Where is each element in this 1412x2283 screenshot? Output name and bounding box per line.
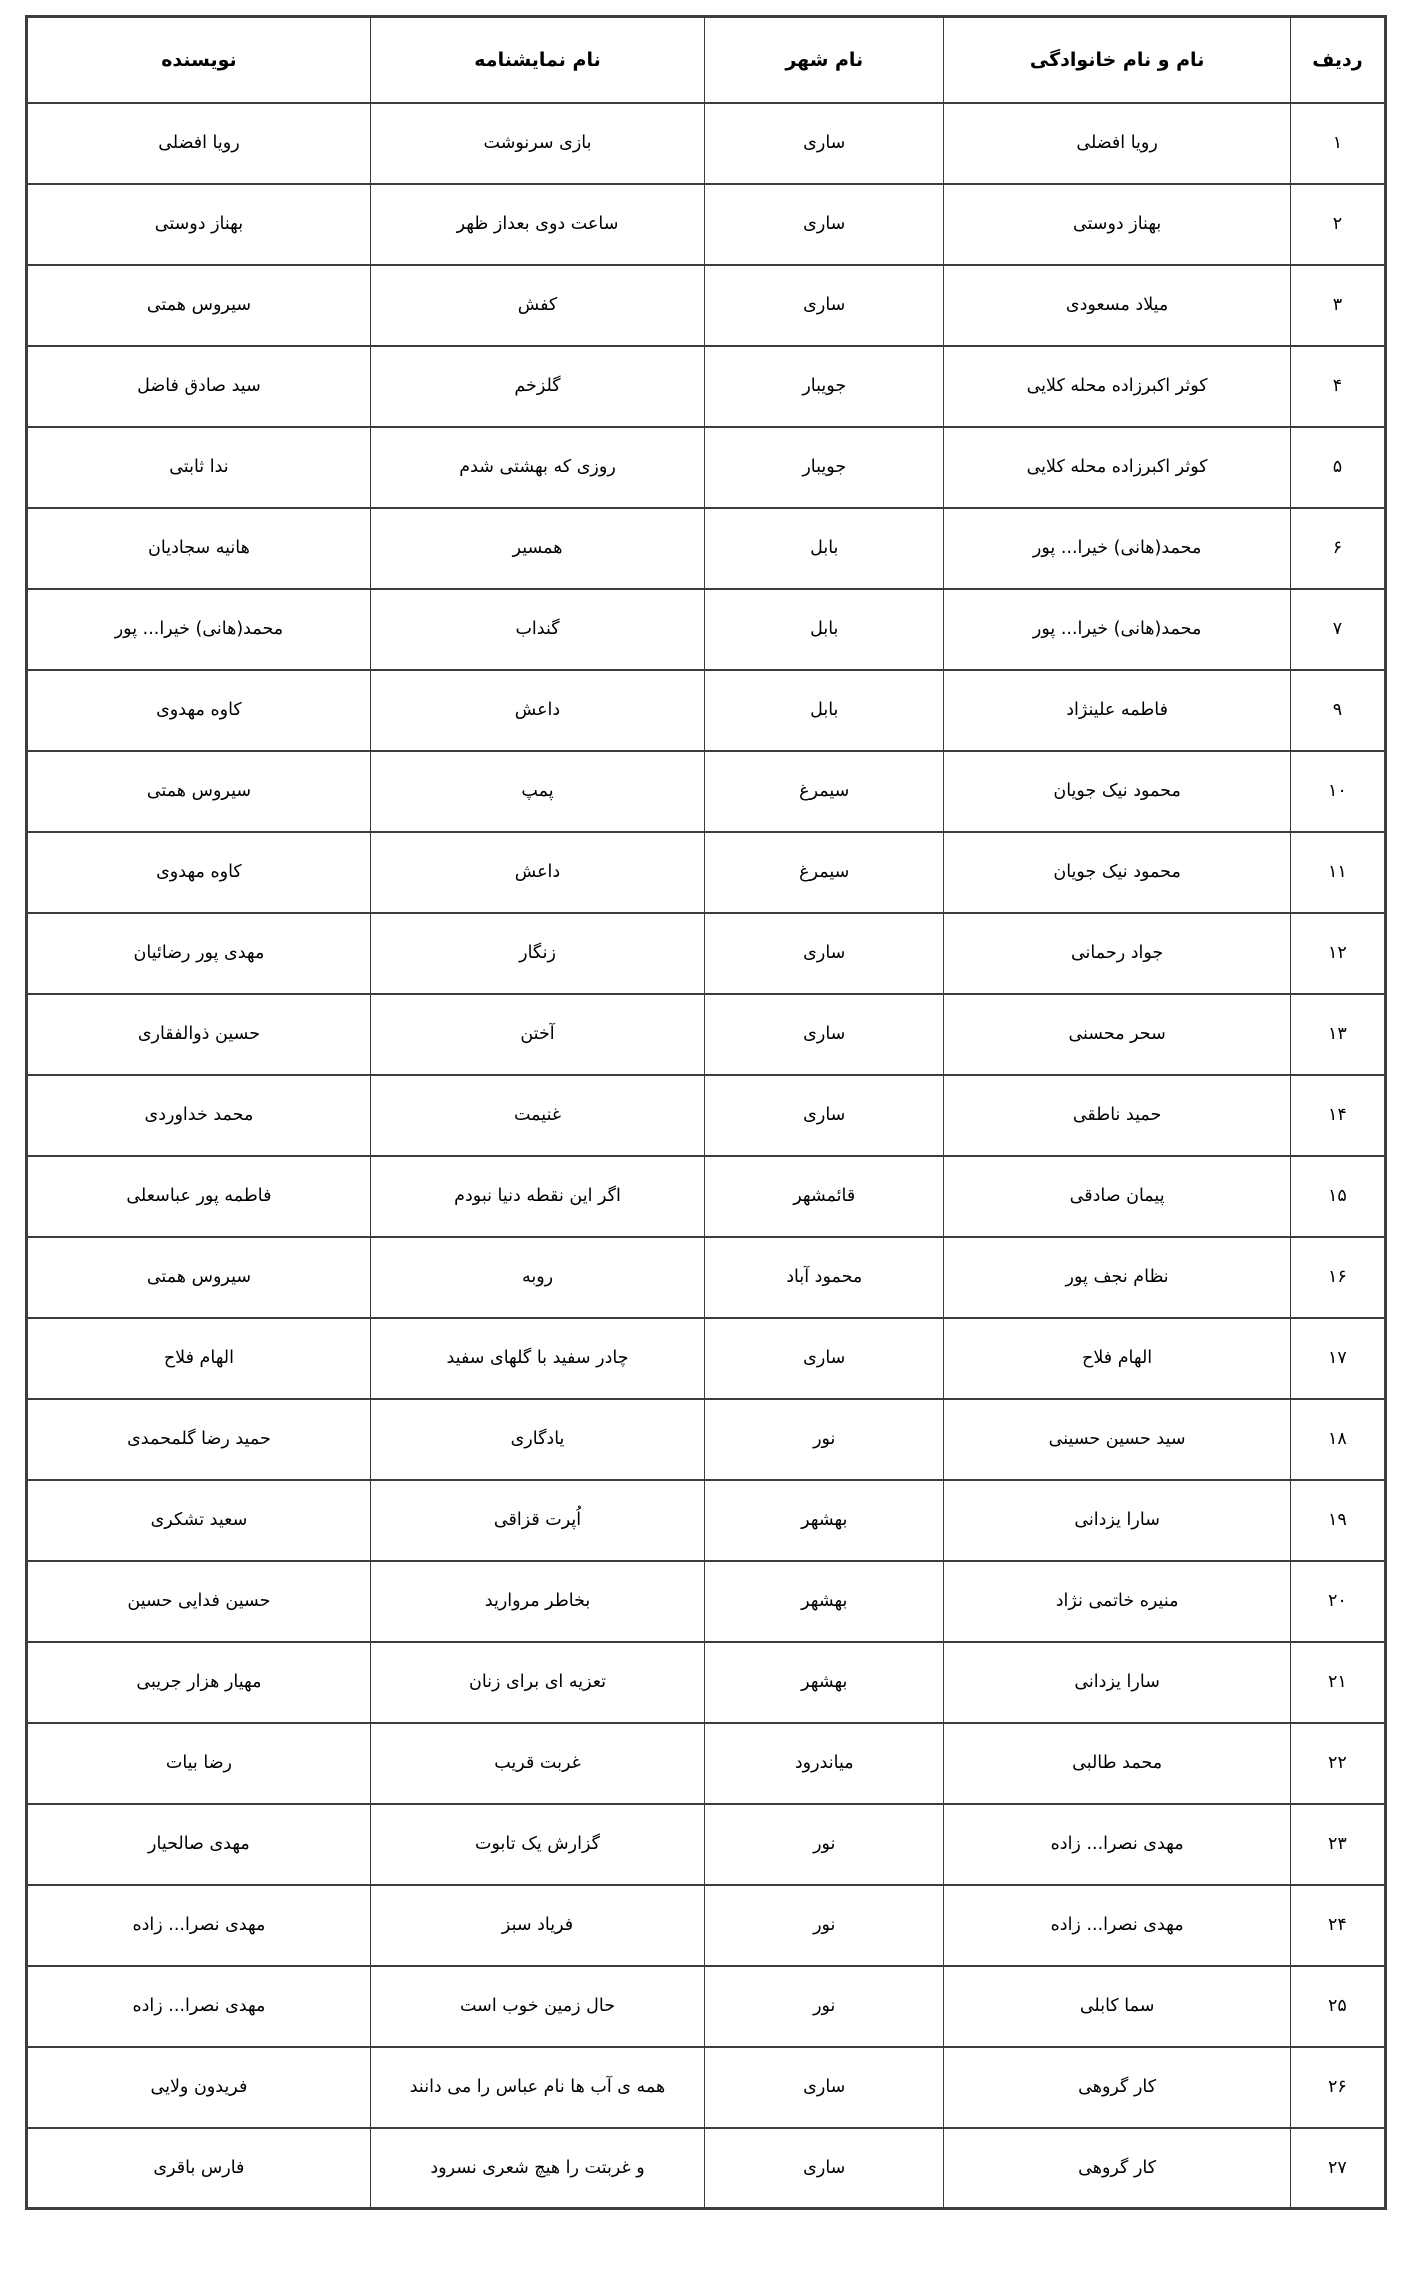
cell-full-name: سارا یزدانی <box>944 1480 1291 1561</box>
table-row <box>27 832 1386 913</box>
column-header-full-name: نام و نام خانوادگی <box>944 17 1291 103</box>
cell-writer: سعید تشکری <box>27 1480 371 1561</box>
cell-city: ساری <box>705 265 944 346</box>
cell-writer: رویا افضلی <box>27 103 371 184</box>
cell-full-name: نظام نجف پور <box>944 1237 1291 1318</box>
cell-play-title: یادگاری <box>370 1399 704 1480</box>
cell-city: میاندرود <box>705 1723 944 1804</box>
cell-row-number: ۲۲ <box>1290 1723 1385 1804</box>
cell-writer: بهناز دوستی <box>27 184 371 265</box>
cell-play-title: غنیمت <box>370 1075 704 1156</box>
cell-play-title: تعزیه ای برای زنان <box>370 1642 704 1723</box>
table-row <box>27 346 1386 427</box>
table-row <box>27 1237 1386 1318</box>
table-row <box>27 994 1386 1075</box>
cell-full-name: کوثر اکبرزاده محله کلایی <box>944 346 1291 427</box>
cell-full-name: فاطمه علینژاد <box>944 670 1291 751</box>
cell-play-title: روزی که بهشتی شدم <box>370 427 704 508</box>
cell-row-number: ۹ <box>1290 670 1385 751</box>
cell-row-number: ۲۶ <box>1290 2047 1385 2128</box>
table-row <box>27 913 1386 994</box>
cell-city: ساری <box>705 184 944 265</box>
cell-city: ساری <box>705 1318 944 1399</box>
cell-writer: فارس باقری <box>27 2128 371 2209</box>
cell-full-name: منیره خاتمی نژاد <box>944 1561 1291 1642</box>
cell-play-title: بازی سرنوشت <box>370 103 704 184</box>
cell-play-title: همسیر <box>370 508 704 589</box>
column-header-row-number: ردیف <box>1290 17 1385 103</box>
table-row <box>27 1156 1386 1237</box>
cell-play-title: و غربتت را هیچ شعری نسرود <box>370 2128 704 2209</box>
cell-row-number: ۱۴ <box>1290 1075 1385 1156</box>
cell-row-number: ۵ <box>1290 427 1385 508</box>
cell-row-number: ۱۳ <box>1290 994 1385 1075</box>
cell-full-name: کوثر اکبرزاده محله کلایی <box>944 427 1291 508</box>
cell-play-title: همه ی آب ها نام عباس را می دانند <box>370 2047 704 2128</box>
cell-city: سیمرغ <box>705 751 944 832</box>
table-row <box>27 1885 1386 1966</box>
cell-row-number: ۷ <box>1290 589 1385 670</box>
cell-row-number: ۲۱ <box>1290 1642 1385 1723</box>
cell-row-number: ۲۳ <box>1290 1804 1385 1885</box>
cell-writer: سید صادق فاضل <box>27 346 371 427</box>
cell-writer: مهدی نصرا... زاده <box>27 1966 371 2047</box>
cell-play-title: پمپ <box>370 751 704 832</box>
cell-city: نور <box>705 1804 944 1885</box>
cell-full-name: سید حسین حسینی <box>944 1399 1291 1480</box>
cell-writer: فاطمه پور عباسعلی <box>27 1156 371 1237</box>
cell-row-number: ۲ <box>1290 184 1385 265</box>
cell-full-name: محمود نیک جویان <box>944 751 1291 832</box>
cell-writer: مهدی نصرا... زاده <box>27 1885 371 1966</box>
column-header-city: نام شهر <box>705 17 944 103</box>
cell-full-name: سما کابلی <box>944 1966 1291 2047</box>
cell-row-number: ۲۴ <box>1290 1885 1385 1966</box>
cell-writer: سیروس همتی <box>27 265 371 346</box>
cell-city: بهشهر <box>705 1642 944 1723</box>
table-row <box>27 1642 1386 1723</box>
table-row <box>27 184 1386 265</box>
cell-writer: الهام فلاح <box>27 1318 371 1399</box>
cell-writer: محمد(هانی) خیرا... پور <box>27 589 371 670</box>
cell-play-title: بخاطر مروارید <box>370 1561 704 1642</box>
cell-play-title: روبه <box>370 1237 704 1318</box>
cell-play-title: گنداب <box>370 589 704 670</box>
cell-city: بهشهر <box>705 1561 944 1642</box>
table-row <box>27 508 1386 589</box>
cell-city: بهشهر <box>705 1480 944 1561</box>
cell-play-title: اگر این نقطه دنیا نبودم <box>370 1156 704 1237</box>
table-row <box>27 103 1386 184</box>
table-row <box>27 1318 1386 1399</box>
cell-city: ساری <box>705 103 944 184</box>
cell-writer: سیروس همتی <box>27 751 371 832</box>
table-row <box>27 1966 1386 2047</box>
cell-full-name: سحر محسنی <box>944 994 1291 1075</box>
cell-writer: مهدی صالحیار <box>27 1804 371 1885</box>
table-row <box>27 265 1386 346</box>
cell-play-title: آختن <box>370 994 704 1075</box>
cell-row-number: ۱۸ <box>1290 1399 1385 1480</box>
column-header-writer: نویسنده <box>27 17 371 103</box>
cell-writer: سیروس همتی <box>27 1237 371 1318</box>
cell-writer: مهیار هزار جریبی <box>27 1642 371 1723</box>
cell-city: جویبار <box>705 427 944 508</box>
cell-writer: حمید رضا گلمحمدی <box>27 1399 371 1480</box>
cell-row-number: ۱ <box>1290 103 1385 184</box>
cell-play-title: حال زمین خوب است <box>370 1966 704 2047</box>
cell-row-number: ۱۹ <box>1290 1480 1385 1561</box>
cell-city: ساری <box>705 913 944 994</box>
cell-writer: محمد خداوردی <box>27 1075 371 1156</box>
cell-full-name: بهناز دوستی <box>944 184 1291 265</box>
cell-city: قائمشهر <box>705 1156 944 1237</box>
table-row <box>27 1075 1386 1156</box>
cell-writer: کاوه مهدوی <box>27 670 371 751</box>
table-row <box>27 1480 1386 1561</box>
table-row <box>27 2128 1386 2209</box>
cell-row-number: ۱۰ <box>1290 751 1385 832</box>
cell-play-title: چادر سفید با گلهای سفید <box>370 1318 704 1399</box>
cell-play-title: داعش <box>370 832 704 913</box>
cell-city: ساری <box>705 2047 944 2128</box>
cell-full-name: محمد(هانی) خیرا... پور <box>944 508 1291 589</box>
cell-full-name: محمد طالبی <box>944 1723 1291 1804</box>
table-row <box>27 751 1386 832</box>
table-row <box>27 2047 1386 2128</box>
cell-city: سیمرغ <box>705 832 944 913</box>
cell-play-title: ساعت دوی بعداز ظهر <box>370 184 704 265</box>
column-header-play-title: نام نمایشنامه <box>370 17 704 103</box>
cell-writer: فریدون ولایی <box>27 2047 371 2128</box>
cell-play-title: فریاد سبز <box>370 1885 704 1966</box>
table-header <box>27 17 1386 103</box>
cell-row-number: ۲۵ <box>1290 1966 1385 2047</box>
table-row <box>27 1723 1386 1804</box>
cell-play-title: کفش <box>370 265 704 346</box>
cell-city: جویبار <box>705 346 944 427</box>
cell-city: بابل <box>705 670 944 751</box>
cell-full-name: محمود نیک جویان <box>944 832 1291 913</box>
table-row <box>27 427 1386 508</box>
cell-play-title: اُپرت قزاقی <box>370 1480 704 1561</box>
cell-writer: حسین فدایی حسین <box>27 1561 371 1642</box>
header-row <box>27 17 1386 103</box>
cell-city: ساری <box>705 1075 944 1156</box>
cell-full-name: مهدی نصرا... زاده <box>944 1885 1291 1966</box>
cell-full-name: کار گروهی <box>944 2128 1291 2209</box>
cell-row-number: ۱۷ <box>1290 1318 1385 1399</box>
cell-play-title: غربت قریب <box>370 1723 704 1804</box>
table-body <box>27 103 1386 2209</box>
cell-city: ساری <box>705 2128 944 2209</box>
cell-city: محمود آباد <box>705 1237 944 1318</box>
cell-full-name: پیمان صادقی <box>944 1156 1291 1237</box>
cell-row-number: ۳ <box>1290 265 1385 346</box>
cell-city: بابل <box>705 589 944 670</box>
cell-full-name: رویا افضلی <box>944 103 1291 184</box>
cell-play-title: داعش <box>370 670 704 751</box>
cell-writer: هانیه سجادیان <box>27 508 371 589</box>
cell-writer: کاوه مهدوی <box>27 832 371 913</box>
cell-row-number: ۱۶ <box>1290 1237 1385 1318</box>
table-row <box>27 1804 1386 1885</box>
cell-play-title: زنگار <box>370 913 704 994</box>
cell-writer: مهدی پور رضائیان <box>27 913 371 994</box>
cell-play-title: گلزخم <box>370 346 704 427</box>
cell-city: نور <box>705 1399 944 1480</box>
cell-city: ساری <box>705 994 944 1075</box>
cell-full-name: کار گروهی <box>944 2047 1291 2128</box>
cell-city: بابل <box>705 508 944 589</box>
cell-writer: ندا ثابتی <box>27 427 371 508</box>
table-row <box>27 1561 1386 1642</box>
table-row <box>27 670 1386 751</box>
cell-full-name: حمید ناطقی <box>944 1075 1291 1156</box>
cell-city: نور <box>705 1966 944 2047</box>
cell-full-name: مهدی نصرا... زاده <box>944 1804 1291 1885</box>
cell-full-name: سارا یزدانی <box>944 1642 1291 1723</box>
cell-row-number: ۲۰ <box>1290 1561 1385 1642</box>
cell-full-name: میلاد مسعودی <box>944 265 1291 346</box>
cell-city: نور <box>705 1885 944 1966</box>
cell-writer: رضا بیات <box>27 1723 371 1804</box>
cell-row-number: ۲۷ <box>1290 2128 1385 2209</box>
cell-full-name: محمد(هانی) خیرا... پور <box>944 589 1291 670</box>
cell-play-title: گزارش یک تابوت <box>370 1804 704 1885</box>
cell-full-name: الهام فلاح <box>944 1318 1291 1399</box>
cell-row-number: ۶ <box>1290 508 1385 589</box>
cell-writer: حسین ذوالفقاری <box>27 994 371 1075</box>
plays-table <box>25 15 1387 2210</box>
cell-row-number: ۱۲ <box>1290 913 1385 994</box>
cell-row-number: ۱۱ <box>1290 832 1385 913</box>
table-row <box>27 589 1386 670</box>
cell-full-name: جواد رحمانی <box>944 913 1291 994</box>
table-row <box>27 1399 1386 1480</box>
cell-row-number: ۱۵ <box>1290 1156 1385 1237</box>
cell-row-number: ۴ <box>1290 346 1385 427</box>
